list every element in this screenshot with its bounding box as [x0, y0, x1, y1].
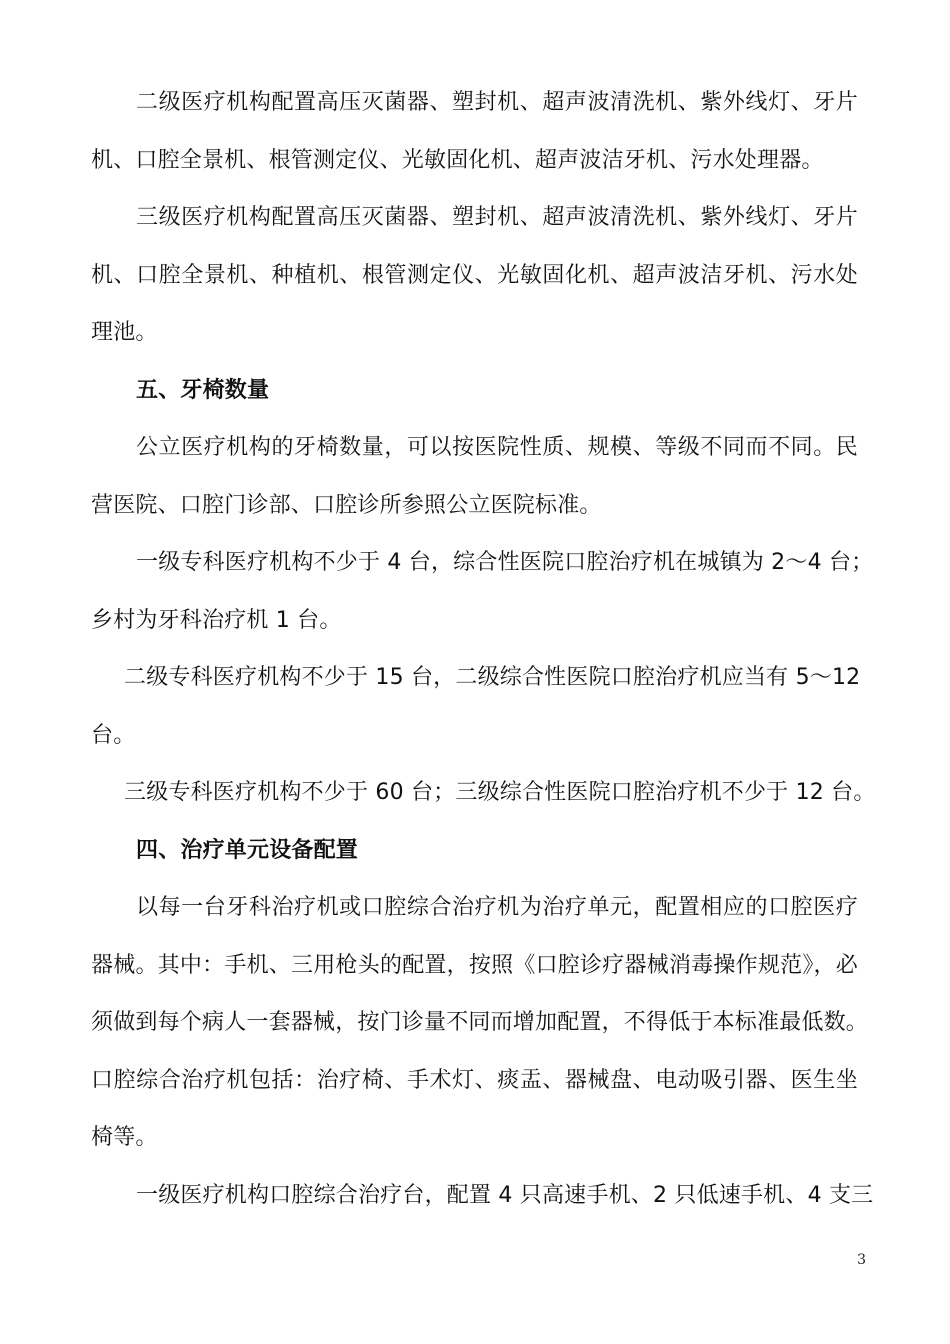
page-number: 3: [857, 1252, 866, 1268]
paragraph-line: 须做到每个病人一套器械，按门诊量不同而增加配置，不得低于本标准最低数。: [91, 1010, 869, 1035]
section-heading: 四、治疗单元设备配置: [136, 838, 359, 863]
paragraph-line: 公立医疗机构的牙椅数量，可以按医院性质、规模、等级不同而不同。民: [136, 435, 858, 460]
paragraph-line: 器械。其中：手机、三用枪头的配置，按照《口腔诊疗器械消毒操作规范》，必: [91, 953, 858, 978]
paragraph-line: 三级专科医疗机构不少于 60 台；三级综合性医院口腔治疗机不少于 12 台。: [124, 780, 876, 805]
paragraph-line: 台。: [91, 723, 136, 748]
paragraph-line: 机、口腔全景机、种植机、根管测定仪、光敏固化机、超声波洁牙机、污水处: [91, 263, 858, 288]
paragraph-line: 以每一台牙科治疗机或口腔综合治疗机为治疗单元，配置相应的口腔医疗: [136, 895, 858, 920]
paragraph-line: 二级医疗机构配置高压灭菌器、塑封机、超声波清洗机、紫外线灯、牙片: [136, 90, 858, 115]
paragraph-line: 口腔综合治疗机包括：治疗椅、手术灯、痰盂、器械盘、电动吸引器、医生坐: [91, 1068, 858, 1093]
paragraph-line: 二级专科医疗机构不少于 15 台，二级综合性医院口腔治疗机应当有 5～12: [124, 665, 861, 690]
paragraph-line: 机、口腔全景机、根管测定仪、光敏固化机、超声波洁牙机、污水处理器。: [91, 148, 824, 173]
paragraph-line: 理池。: [91, 320, 158, 345]
paragraph-line: 椅等。: [91, 1125, 158, 1150]
paragraph-line: 一级专科医疗机构不少于 4 台，综合性医院口腔治疗机在城镇为 2～4 台；: [136, 550, 874, 575]
section-heading: 五、牙椅数量: [136, 378, 270, 403]
paragraph-line: 三级医疗机构配置高压灭菌器、塑封机、超声波清洗机、紫外线灯、牙片: [136, 205, 858, 230]
paragraph-line: 营医院、口腔门诊部、口腔诊所参照公立医院标准。: [91, 493, 602, 518]
paragraph-line: 乡村为牙科治疗机 1 台。: [91, 608, 342, 633]
paragraph-line: 一级医疗机构口腔综合治疗台，配置 4 只高速手机、2 只低速手机、4 支三: [136, 1183, 874, 1208]
